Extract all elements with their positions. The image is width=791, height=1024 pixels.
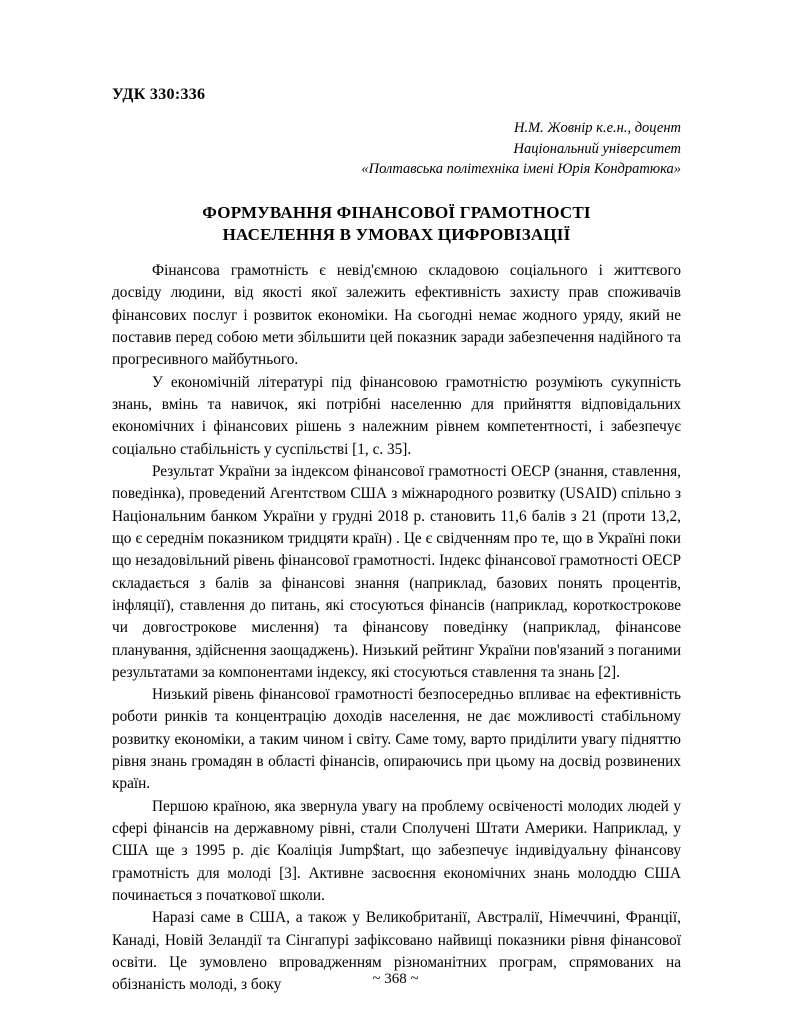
paragraph: Фінансова грамотність є невід'ємною складовою соціального і життєвого досвіду людини, від якості якої залежить ефективність захисту прав споживачів фінансових послуг і розвиток економіки. На сьогодні немає жодного уряду, який не поставив перед собою мети збільшити цей показник заради забезпечення надійного та прогресивного майбутнього.	[112, 261, 681, 369]
paragraph: Низький рівень фінансової грамотності безпосередньо впливає на ефективність роботи ринків та концентрацію доходів населення, не дає можливості стабільному розвитку економіки, а таким чином і світу. Саме тому, варто приділити увагу підняттю рівня знань громадян в області фінансів, опираючись при цьому на досвід розвинених країн.	[112, 686, 681, 793]
udk-code: УДК 330:336	[112, 86, 206, 103]
page-number: ~ 368 ~	[372, 971, 419, 987]
author-affiliation-line-2: «Полтавська політехніка імені Юрія Кондратюка»	[361, 161, 681, 178]
author-affiliation-line-1: Національний університет	[513, 140, 681, 157]
author-name: Н.М. Жовнір к.е.н., доцент	[514, 120, 681, 136]
paragraph: Результат України за індексом фінансової грамотності ОЕСР (знання, ставлення, поведінка), проведений Агентством США з міжнародного розвитку (USAID) спільно з Національним банком України у грудні 2018 р. становить 11,6 балів з 21 (проти 13,2, що є середнім показником тридцяти країн) . Це є свідченням про те, що в Україні поки що незадовільний рівень фінансової грамотності. Індекс фінансової грамотності ОЕСР складається з балів за фінансові знання (наприклад, базових понять процентів, інфляції), ставлення до питань, які стосуються фінансів (наприклад, короткострокове чи довгострокове мислення) та фінансову поведінку (наприклад, фінансове планування, здійснення заощаджень). Низький рейтинг України пов'язаний з поганими результатами за компонентами індексу, які стосуються ставлення та знань [2].	[112, 462, 681, 681]
body-text	[112, 260, 681, 997]
paragraph: Першою країною, яка звернула увагу на проблему освіченості молодих людей у сфері фінансів на державному рівні, стали Сполучені Штати Америки. Наприклад, у США ще з 1995 р. діє Коаліція Jump$tart, що забезпечує індивідуальну фінансову грамотність для молоді [3]. Активне засвоєння економічних знань молоддю США починається з початкової школи.	[112, 797, 681, 905]
author-block	[112, 118, 681, 180]
page-title	[112, 202, 681, 246]
paragraph: Наразі саме в США, а також у Великобританії, Австралії, Німеччині, Франції, Канаді, Новій Зеландії та Сінгапурі зафіксовано найвищі показники рівня фінансової освіти. Це зумовлено впровадженням різноманітних програм, спрямованих на обізнаність молоді, з боку	[112, 909, 681, 994]
paragraph: У економічній літературі під фінансовою грамотністю розуміють сукупність знань, вмінь та навичок, які потрібні населенню для прийняття відповідальних економічних і фінансових рішень з належним рівнем компетентності, і забезпечує соціально стабільність у суспільстві [1, с. 35].	[112, 373, 681, 458]
page-title-line-2: НАСЕЛЕННЯ В УМОВАХ ЦИФРОВІЗАЦІЇ	[222, 224, 571, 244]
page-title-line-1: ФОРМУВАННЯ ФІНАНСОВОЇ ГРАМОТНОСТІ	[202, 202, 591, 222]
